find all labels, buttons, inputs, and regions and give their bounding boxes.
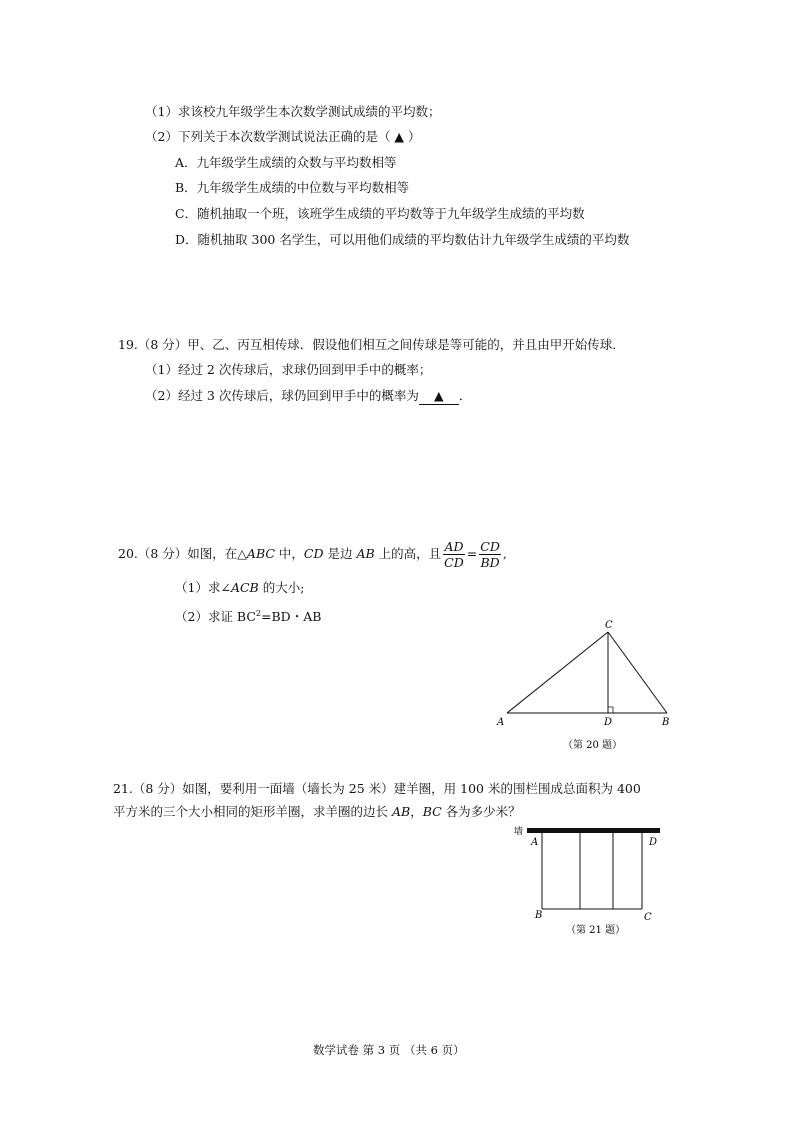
right-angle-mark: [608, 707, 613, 713]
side-bc: [608, 632, 667, 713]
q20-part2-text: （2）求证 BC: [175, 609, 256, 625]
fraction-numerator: CD: [480, 539, 500, 554]
q18-option-d: D．随机抽取 300 名学生，可以用他们成绩的平均数估计九年级学生成绩的平均数: [175, 232, 630, 247]
q21-line2-text: 各为多少米？: [441, 804, 521, 819]
label-b: B: [662, 717, 670, 728]
q20-stem-text: 是边: [323, 546, 357, 561]
superscript: 2: [255, 609, 262, 618]
q19-stem: 19.（8 分）甲、乙、丙互相传球．假设他们相互之间传球是等可能的，并且由甲开始传球．: [118, 337, 625, 352]
q20-stem-text: 20.（8 分）如图，在△: [118, 546, 247, 561]
q18-part2: （2）下列关于本次数学测试说法正确的是（ ▲ ）: [145, 129, 421, 144]
q20-part1-text: 的大小;: [258, 580, 305, 595]
label-d: D: [649, 837, 658, 848]
fraction-denominator: BD: [480, 555, 500, 570]
q18-part1: （1）求该校九年级学生本次数学测试成绩的平均数；: [145, 104, 441, 119]
q20-stem-text: 上的高，且: [374, 546, 442, 561]
label-c: C: [644, 912, 652, 923]
q19-part2-end: ．: [458, 388, 472, 403]
fraction-denominator: CD: [444, 555, 464, 570]
q21-line2-text: 平方米的三个大小相同的矩形羊圈，求羊圈的边长: [113, 804, 392, 819]
label-wall: 墙: [514, 827, 524, 837]
label-b: B: [535, 910, 543, 921]
q20-stem-comma: ,: [502, 546, 507, 561]
answer-blank: ▲: [419, 388, 459, 405]
wall-bar: [527, 828, 660, 833]
segment-ab: AB: [391, 804, 411, 819]
angle-acb: ACB: [230, 580, 259, 595]
figure-caption: （第 21 题）: [566, 925, 626, 936]
label-a: A: [497, 717, 505, 728]
segment-ab: AB: [356, 546, 375, 561]
fraction-numerator: AD: [444, 539, 464, 554]
q20-part2-text: =BD・AB: [261, 609, 322, 625]
q20-part1-text: （1）求∠: [175, 580, 231, 595]
q18-option-a: A．九年级学生成绩的众数与平均数相等: [175, 155, 397, 170]
q20-stem-text: 中，: [274, 546, 304, 561]
q21-line2-text: ，: [410, 804, 423, 819]
figure-caption: （第 20 题）: [563, 740, 623, 751]
q18-option-c: C．随机抽取一个班，该班学生成绩的平均数等于九年级学生成绩的平均数: [175, 206, 585, 221]
q19-part2-text: （2）经过 3 次传球后，球仍回到甲手中的概率为: [145, 388, 419, 403]
q19-part1: （1）经过 2 次传球后，求球仍回到甲手中的概率；: [145, 362, 432, 377]
equals-sign: =: [466, 546, 478, 561]
q21-line2: [113, 804, 521, 820]
segment-cd: CD: [303, 546, 324, 561]
side-ac: [507, 632, 608, 713]
segment-bc: BC: [422, 804, 442, 819]
q18-option-b: B．九年级学生成绩的中位数与平均数相等: [175, 180, 410, 195]
label-a: A: [531, 837, 539, 848]
triangle-name: ABC: [246, 546, 275, 561]
page-footer: 数学试卷 第 3 页 （共 6 页）: [313, 1043, 465, 1057]
label-c: C: [605, 620, 613, 631]
label-d: D: [604, 717, 613, 728]
q21-line1: 21.（8 分）如图，要利用一面墙（墙长为 25 米）建羊圈，用 100 米的围栏围成总面积为 400: [113, 781, 641, 796]
